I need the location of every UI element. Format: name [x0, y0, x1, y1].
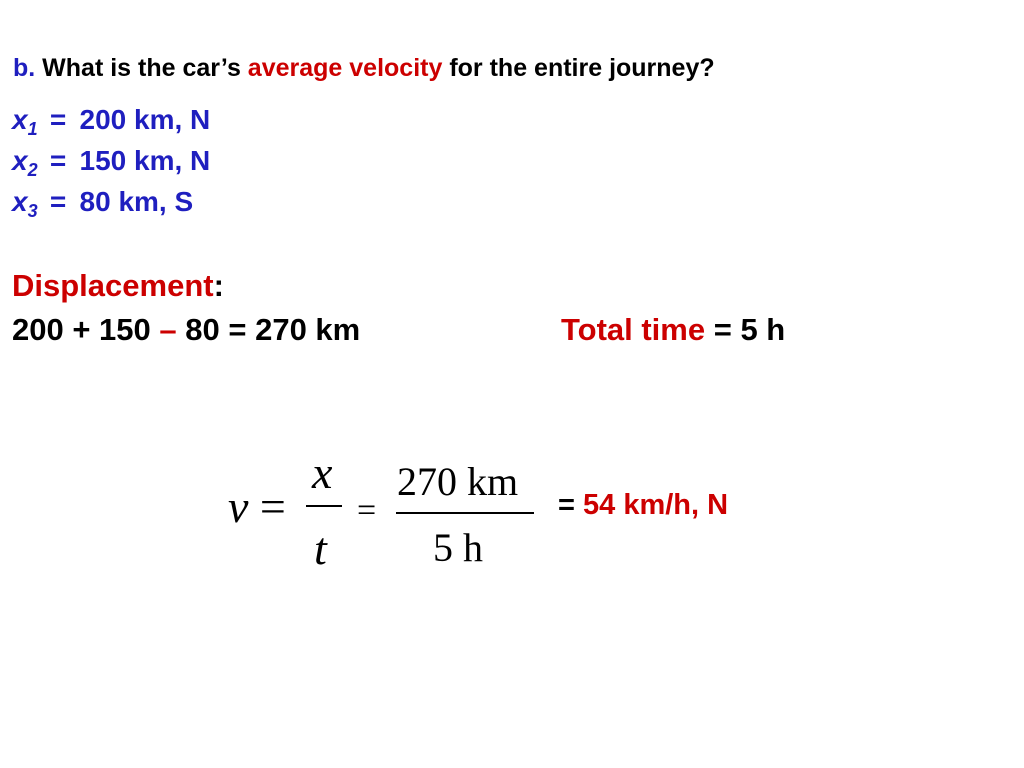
question-text-after: for the entire journey? — [449, 54, 715, 82]
formula-eq2: = — [357, 492, 377, 529]
formula-lhs — [228, 480, 286, 533]
question-prefix: b. — [13, 54, 36, 82]
given-eq: = — [49, 186, 66, 217]
given-sub: 1 — [27, 119, 38, 139]
displacement-calc-part2: 80 = 270 km — [185, 312, 361, 347]
formula-denominator-t: t — [314, 523, 327, 574]
fraction-bar-2 — [396, 512, 534, 514]
result-eq: = — [558, 489, 575, 521]
given-var: x — [12, 186, 28, 217]
displacement-colon: : — [213, 268, 224, 303]
given-var: x — [12, 104, 28, 135]
result-value: 54 km/h, N — [583, 489, 729, 521]
given-eq: = — [49, 145, 66, 176]
formula-numerator-x: x — [312, 447, 333, 498]
given-sub: 2 — [27, 160, 38, 180]
question-highlight: average velocity — [247, 54, 443, 82]
formula-numerator-distance: 270 km — [397, 459, 519, 504]
displacement-calc-part1: 200 + 150 — [12, 312, 151, 347]
displacement-minus: – — [159, 312, 177, 347]
given-eq: = — [49, 104, 66, 135]
formula-v: v — [228, 481, 249, 532]
given-var: x — [12, 145, 28, 176]
displacement-label: Displacement — [12, 268, 214, 303]
formula-result — [558, 489, 728, 522]
formula-denominator-time: 5 h — [433, 525, 483, 570]
fraction-bar-1 — [306, 505, 342, 507]
formula-eq1: = — [259, 481, 286, 532]
given-value: 150 km, N — [79, 145, 211, 176]
given-value: 80 km, S — [79, 186, 194, 217]
total-time-label: Total time — [561, 312, 706, 347]
question-text-before: What is the car’s — [42, 54, 241, 82]
given-value: 200 km, N — [79, 104, 211, 135]
given-sub: 3 — [27, 201, 38, 221]
total-time-value: = 5 h — [713, 312, 786, 347]
